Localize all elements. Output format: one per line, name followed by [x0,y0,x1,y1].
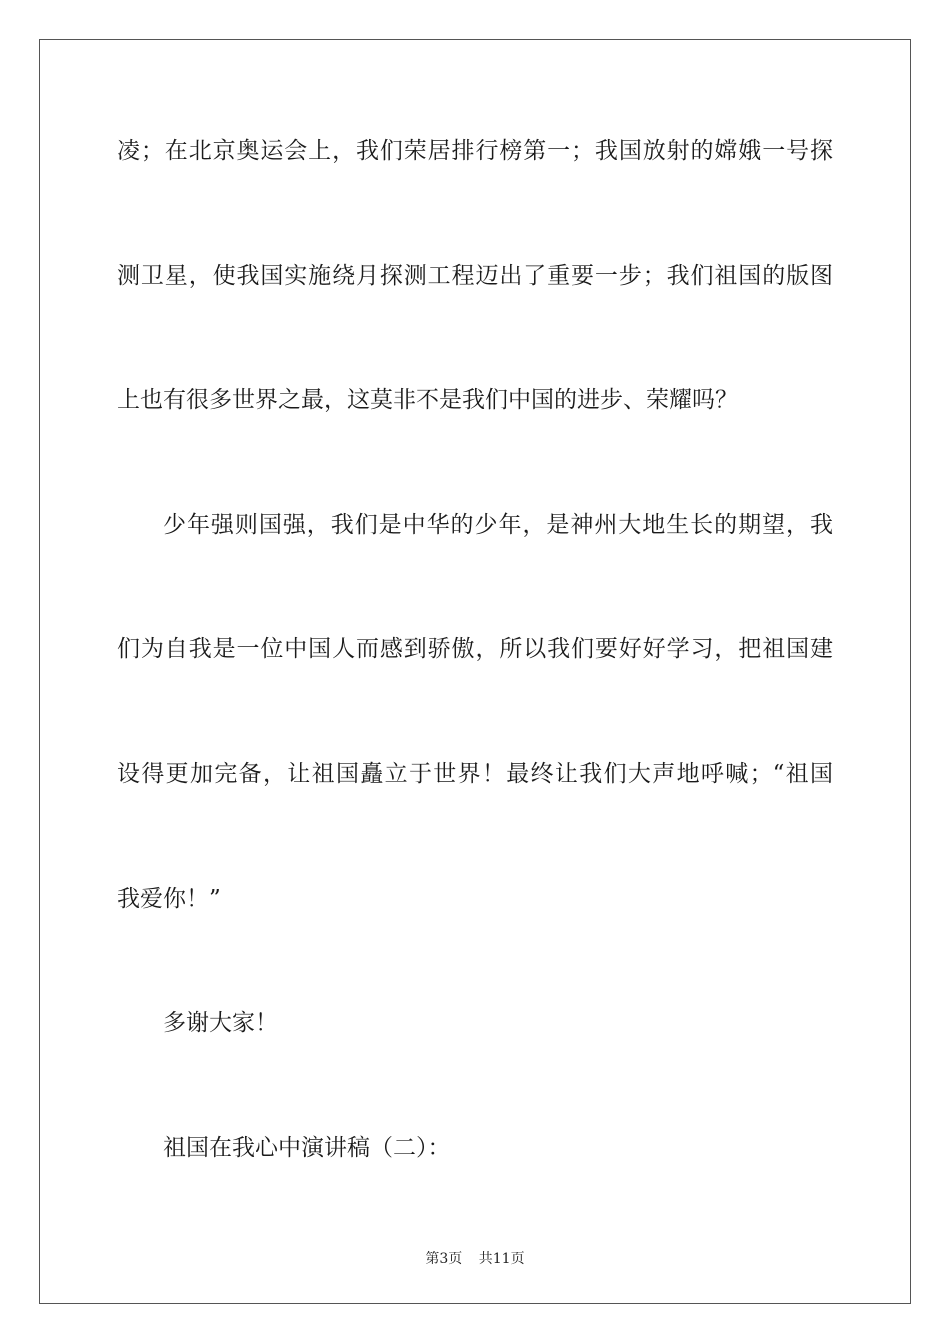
page-footer [0,1248,950,1268]
page-total: 共11页 [478,1251,525,1267]
paragraph-line: 上也有很多世界之最，这莫非不是我们中国的进步、荣耀吗？ [117,387,738,413]
paragraph-line: 们为自我是一位中国人而感到骄傲，所以我们要好好学习，把祖国建 [117,636,833,662]
paragraph-line: 测卫星，使我国实施绕月探测工程迈出了重要一步；我们祖国的版图 [117,263,833,289]
section-heading: 祖国在我心中演讲稿（二）： [163,1135,451,1161]
paragraph-line: 设得更加完备，让祖国矗立于世界！最终让我们大声地呼喊；“祖国 [117,761,833,787]
paragraph-line: 我爱你！” [117,886,221,912]
paragraph-line: 多谢大家！ [163,1010,278,1036]
paragraph-line: 凌；在北京奥运会上，我们荣居排行榜第一；我国放射的嫦娥一号探 [117,138,833,164]
paragraph-line: 少年强则国强，我们是中华的少年，是神州大地生长的期望，我 [163,512,833,538]
page-number: 第3页 [425,1251,463,1267]
page-frame [39,39,911,1304]
